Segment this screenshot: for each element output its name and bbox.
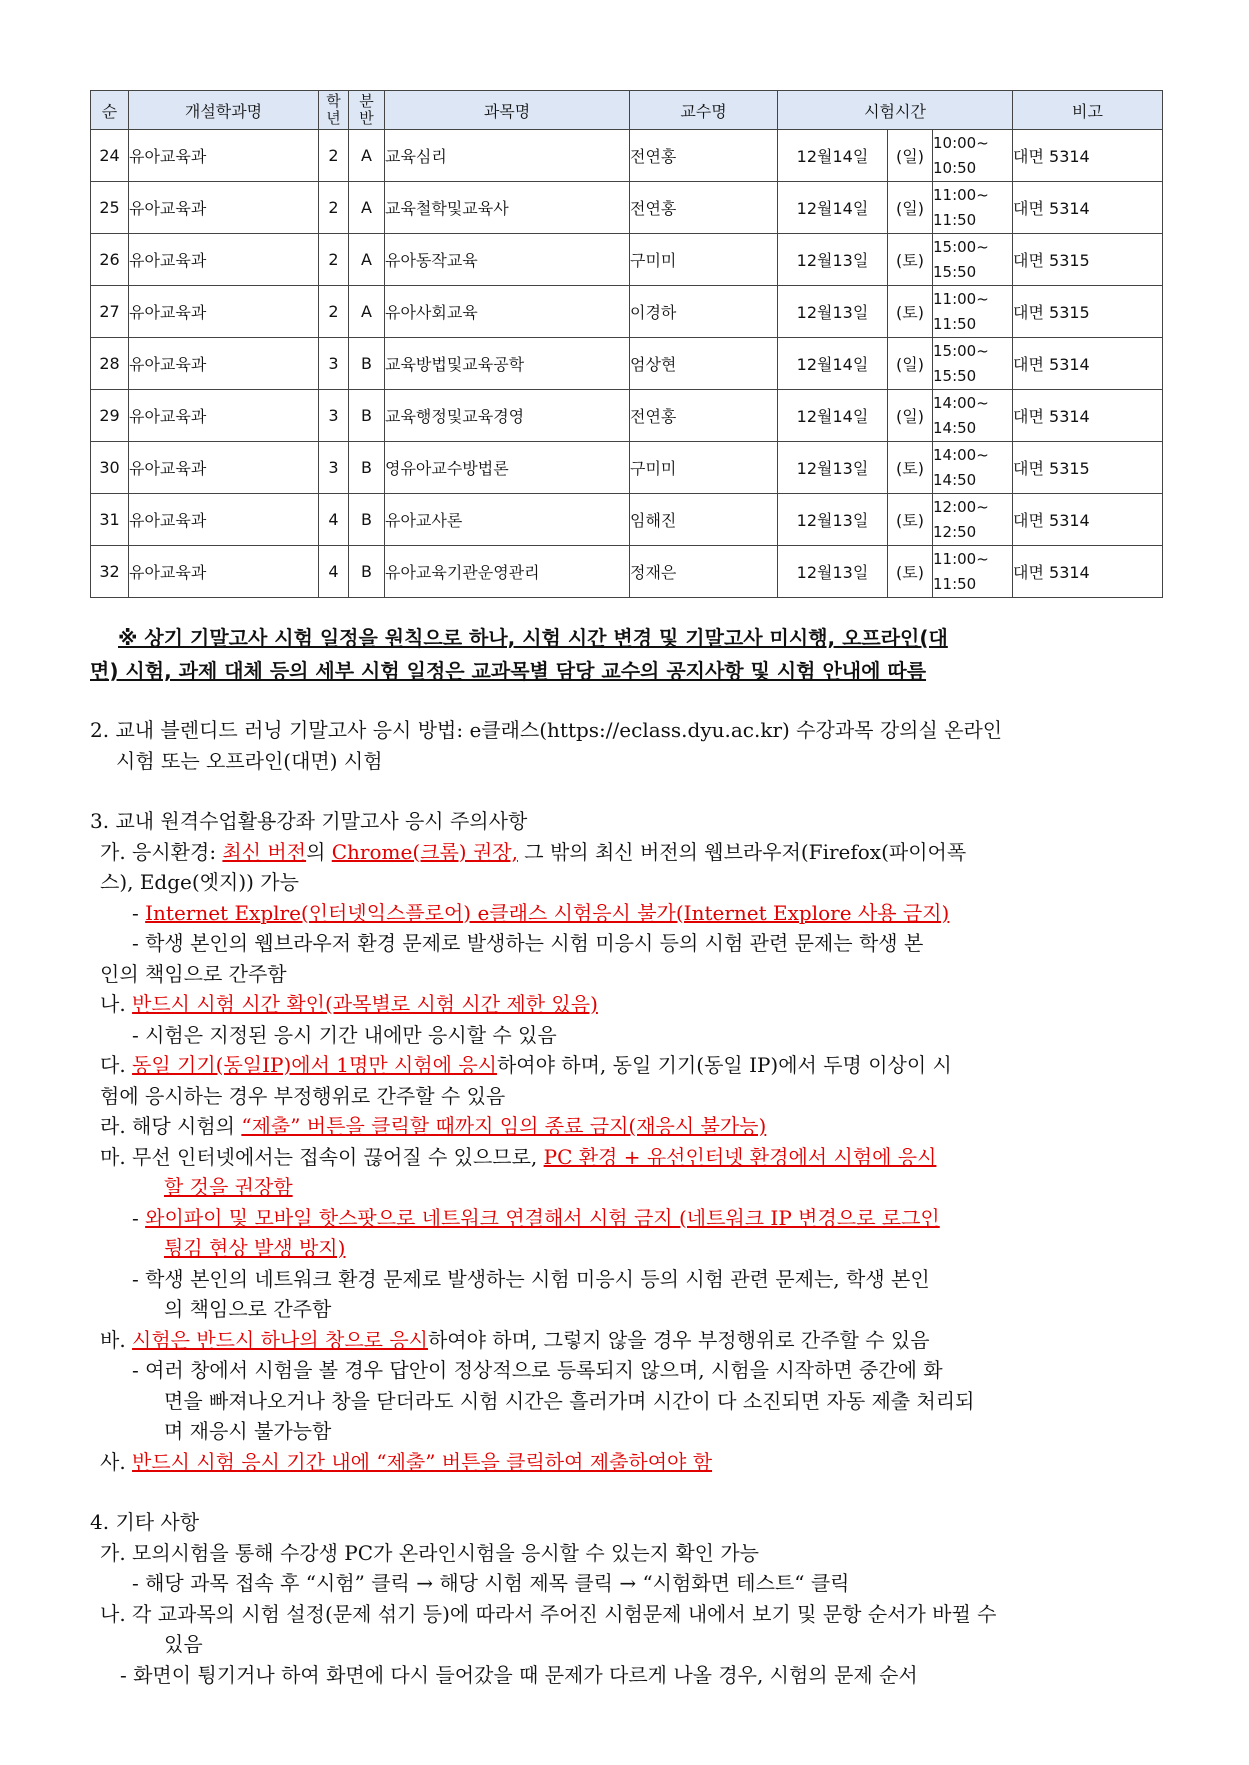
row-note: 대면 5314 — [1013, 494, 1163, 546]
row-subject: 유아교육기관운영관리 — [385, 546, 630, 598]
row-no: 32 — [91, 546, 129, 598]
table-row — [91, 182, 1163, 234]
section-3-ra: 라. 해당 시험의 “제출” 버튼을 클릭할 때까지 임의 종료 금지(재응시 불가능) — [100, 1114, 767, 1138]
row-time-start: 11:00~ — [933, 185, 989, 204]
row-grade: 2 — [319, 234, 349, 286]
row-subject: 교육심리 — [385, 130, 630, 182]
row-dept: 유아교육과 — [129, 442, 319, 494]
row-date: 12월13일 — [778, 494, 888, 546]
header-subject: 과목명 — [385, 91, 630, 130]
section-4-na-dash: - 화면이 튕기거나 하여 화면에 다시 들어갔을 때 문제가 다르게 나올 경우, 시험의 문제 순서 — [120, 1662, 918, 1687]
row-professor: 전연홍 — [630, 182, 778, 234]
row-grade: 3 — [319, 390, 349, 442]
row-dept: 유아교육과 — [129, 130, 319, 182]
section-3-ba: 바. 시험은 반드시 하나의 창으로 응시하여야 하며, 그렇지 않을 경우 부정행위로 간주할 수 있음 — [100, 1327, 930, 1352]
section-3-ma-dash-2: - 학생 본인의 네트워크 환경 문제로 발생하는 시험 미응시 등의 시험 관련 문제는, 학생 본인 — [132, 1266, 930, 1291]
notice-line-2: 면) 시험, 과제 대체 등의 세부 시험 일정은 교과목별 담당 교수의 공지사항 및 시험 안내에 따름 — [90, 659, 927, 683]
header-exam-time: 시험시간 — [778, 91, 1013, 130]
row-professor: 정재은 — [630, 546, 778, 598]
section-3-ga: 가. 응시환경: 최신 버전의 Chrome(크롬) 권장, 그 밖의 최신 버전의 웹브라우저(Firefox(파이어폭 — [100, 839, 967, 864]
row-subject: 유아교사론 — [385, 494, 630, 546]
header-dept: 개설학과명 — [129, 91, 319, 130]
row-time — [933, 494, 1013, 546]
row-date: 12월14일 — [778, 390, 888, 442]
row-dept: 유아교육과 — [129, 494, 319, 546]
row-time — [933, 546, 1013, 598]
section-3-ba-dash-2: 면을 빠져나오거나 창을 닫더라도 시험 시간은 흘러가며 시간이 다 소진되면 자동 제출 처리되 — [164, 1388, 975, 1413]
section-3-ma: 마. 무선 인터넷에서는 접속이 끊어질 수 있으므로, PC 환경 + 유선인터넷 환경에서 시험에 응시 — [100, 1144, 937, 1169]
row-time-start: 11:00~ — [933, 289, 989, 308]
table-row — [91, 546, 1163, 598]
row-time-end: 12:50 — [933, 522, 977, 541]
table-row — [91, 286, 1163, 338]
table-row — [91, 442, 1163, 494]
header-note: 비고 — [1013, 91, 1163, 130]
row-time-end: 11:50 — [933, 574, 977, 593]
section-3-da: 다. 동일 기기(동일IP)에서 1명만 시험에 응시하여야 하며, 동일 기기(동일 IP)에서 두명 이상이 시 — [100, 1053, 952, 1077]
row-no: 27 — [91, 286, 129, 338]
row-time-start: 14:00~ — [933, 445, 989, 464]
row-time-end: 11:50 — [933, 210, 977, 229]
section-3-na: 나. 반드시 시험 시간 확인(과목별로 시험 시간 제한 있음) — [100, 992, 598, 1016]
row-date: 12월13일 — [778, 286, 888, 338]
table-row — [91, 234, 1163, 286]
row-class: B — [349, 546, 385, 598]
row-day: (토) — [888, 494, 933, 546]
row-note: 대면 5315 — [1013, 442, 1163, 494]
row-dept: 유아교육과 — [129, 338, 319, 390]
header-class: 분 반 — [349, 91, 385, 130]
row-time-end: 15:50 — [933, 366, 977, 385]
row-grade: 2 — [319, 130, 349, 182]
section-2-line-2: 시험 또는 오프라인(대면) 시험 — [116, 748, 383, 773]
row-time — [933, 442, 1013, 494]
row-professor: 임해진 — [630, 494, 778, 546]
row-subject: 교육행정및교육경영 — [385, 390, 630, 442]
table-row — [91, 390, 1163, 442]
table-body — [91, 130, 1163, 598]
row-subject: 교육철학및교육사 — [385, 182, 630, 234]
row-subject: 교육방법및교육공학 — [385, 338, 630, 390]
row-time-start: 12:00~ — [933, 497, 989, 516]
row-dept: 유아교육과 — [129, 286, 319, 338]
row-class: A — [349, 182, 385, 234]
row-time-start: 15:00~ — [933, 237, 989, 256]
row-class: A — [349, 286, 385, 338]
section-4-ga: 가. 모의시험을 통해 수강생 PC가 온라인시험을 응시할 수 있는지 확인 가능 — [100, 1540, 759, 1565]
section-4-na-cont: 있음 — [164, 1632, 203, 1656]
row-day: (일) — [888, 130, 933, 182]
row-no: 26 — [91, 234, 129, 286]
section-3-sa: 사. 반드시 시험 응시 기간 내에 “제출” 버튼을 클릭하여 제출하여야 함 — [100, 1449, 713, 1474]
schedule-notice — [90, 622, 1162, 688]
row-class: B — [349, 442, 385, 494]
row-professor: 전연홍 — [630, 390, 778, 442]
row-no: 31 — [91, 494, 129, 546]
row-professor: 구미미 — [630, 234, 778, 286]
section-3-ba-dash-1: - 여러 창에서 시험을 볼 경우 답안이 정상적으로 등록되지 않으며, 시험을 시작하면 중간에 화 — [132, 1358, 943, 1382]
header-grade: 학 년 — [319, 91, 349, 130]
section-3-ma-dash-1-cont: 튕김 현상 발생 방지) — [164, 1236, 346, 1260]
table-row — [91, 338, 1163, 390]
row-time — [933, 130, 1013, 182]
section-3-title: 3. 교내 원격수업활용강좌 기말고사 응시 주의사항 — [90, 809, 528, 833]
row-professor: 구미미 — [630, 442, 778, 494]
section-3-ga-cont: 스), Edge(엣지)) 가능 — [100, 870, 299, 894]
row-class: B — [349, 338, 385, 390]
section-3-da-cont: 험에 응시하는 경우 부정행위로 간주할 수 있음 — [100, 1083, 506, 1108]
row-class: A — [349, 130, 385, 182]
row-date: 12월14일 — [778, 338, 888, 390]
row-note: 대면 5314 — [1013, 130, 1163, 182]
row-no: 24 — [91, 130, 129, 182]
row-time-start: 14:00~ — [933, 393, 989, 412]
row-day: (토) — [888, 286, 933, 338]
header-professor: 교수명 — [630, 91, 778, 130]
row-date: 12월13일 — [778, 546, 888, 598]
exam-schedule-table — [90, 90, 1163, 598]
row-professor: 전연홍 — [630, 130, 778, 182]
row-grade: 4 — [319, 494, 349, 546]
row-note: 대면 5315 — [1013, 286, 1163, 338]
section-3-ma-dash-1: - 와이파이 및 모바일 핫스팟으로 네트워크 연결해서 시험 금지 (네트워크 IP 변경으로 로그인 — [132, 1205, 940, 1230]
row-time — [933, 390, 1013, 442]
row-day: (일) — [888, 182, 933, 234]
row-time — [933, 234, 1013, 286]
section-4-na: 나. 각 교과목의 시험 설정(문제 섞기 등)에 따라서 주어진 시험문제 내에서 보기 및 문항 순서가 바뀔 수 — [100, 1601, 997, 1626]
row-subject: 유아사회교육 — [385, 286, 630, 338]
table-header-row — [91, 91, 1163, 130]
section-3-ga-dash-2-cont: 인의 책임으로 간주함 — [100, 961, 287, 986]
section-4-title: 4. 기타 사항 — [90, 1510, 200, 1534]
table-row — [91, 130, 1163, 182]
row-note: 대면 5314 — [1013, 390, 1163, 442]
row-no: 25 — [91, 182, 129, 234]
row-note: 대면 5314 — [1013, 182, 1163, 234]
row-date: 12월14일 — [778, 130, 888, 182]
row-note: 대면 5314 — [1013, 338, 1163, 390]
row-date: 12월13일 — [778, 234, 888, 286]
row-class: A — [349, 234, 385, 286]
row-time — [933, 182, 1013, 234]
row-note: 대면 5314 — [1013, 546, 1163, 598]
row-subject: 영유아교수방법론 — [385, 442, 630, 494]
row-dept: 유아교육과 — [129, 546, 319, 598]
row-class: B — [349, 494, 385, 546]
row-grade: 3 — [319, 338, 349, 390]
row-no: 28 — [91, 338, 129, 390]
section-3-ma-cont: 할 것을 권장함 — [164, 1175, 293, 1199]
row-time-start: 11:00~ — [933, 549, 989, 568]
row-time-end: 11:50 — [933, 314, 977, 333]
section-4-ga-dash: - 해당 과목 접속 후 “시험” 클릭 → 해당 시험 제목 클릭 → “시험화면 테스트“ 클릭 — [132, 1571, 850, 1595]
row-grade: 3 — [319, 442, 349, 494]
row-time-end: 14:50 — [933, 470, 977, 489]
row-day: (토) — [888, 442, 933, 494]
row-grade: 4 — [319, 546, 349, 598]
row-day: (토) — [888, 546, 933, 598]
row-time-start: 15:00~ — [933, 341, 989, 360]
row-time-end: 15:50 — [933, 262, 977, 281]
row-time — [933, 338, 1013, 390]
document-body — [90, 715, 1166, 1690]
row-dept: 유아교육과 — [129, 182, 319, 234]
section-3-ba-dash-3: 며 재응시 불가능함 — [164, 1419, 332, 1443]
section-3-ga-dash-2: - 학생 본인의 웹브라우저 환경 문제로 발생하는 시험 미응시 등의 시험 관련 문제는 학생 본 — [132, 931, 924, 955]
row-dept: 유아교육과 — [129, 234, 319, 286]
row-subject: 유아동작교육 — [385, 234, 630, 286]
row-day: (일) — [888, 390, 933, 442]
section-3-na-dash: - 시험은 지정된 응시 기간 내에만 응시할 수 있음 — [132, 1022, 557, 1047]
row-grade: 2 — [319, 182, 349, 234]
row-dept: 유아교육과 — [129, 390, 319, 442]
row-time — [933, 286, 1013, 338]
row-day: (토) — [888, 234, 933, 286]
section-3-ma-dash-2-cont: 의 책임으로 간주함 — [164, 1297, 332, 1321]
row-day: (일) — [888, 338, 933, 390]
row-no: 29 — [91, 390, 129, 442]
section-2-line-1: 2. 교내 블렌디드 러닝 기말고사 응시 방법: e클래스(https://eclass.dyu.ac.kr) 수강과목 강의실 온라인 — [90, 718, 1003, 742]
row-professor: 엄상현 — [630, 338, 778, 390]
header-no: 순 — [91, 91, 129, 130]
row-date: 12월13일 — [778, 442, 888, 494]
row-class: B — [349, 390, 385, 442]
row-note: 대면 5315 — [1013, 234, 1163, 286]
row-professor: 이경하 — [630, 286, 778, 338]
row-grade: 2 — [319, 286, 349, 338]
row-date: 12월14일 — [778, 182, 888, 234]
notice-line-1: ※ 상기 기말고사 시험 일정을 원칙으로 하나, 시험 시간 변경 및 기말고사 미시행, 오프라인(대 — [118, 626, 948, 650]
row-time-start: 10:00~ — [933, 133, 989, 152]
row-time-end: 14:50 — [933, 418, 977, 437]
section-3-ga-dash-1: - Internet Explre(인터넷익스플로어) e클래스 시험응시 불가(Internet Explore 사용 금지) — [132, 900, 950, 925]
row-time-end: 10:50 — [933, 158, 977, 177]
table-row — [91, 494, 1163, 546]
row-no: 30 — [91, 442, 129, 494]
